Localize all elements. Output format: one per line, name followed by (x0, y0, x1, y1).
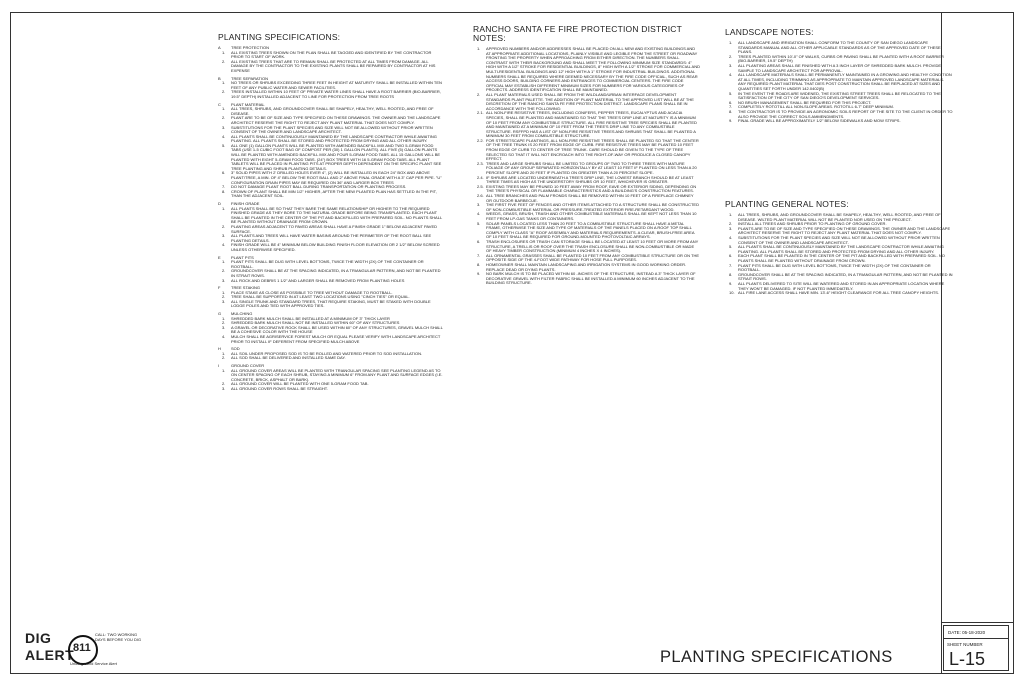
note-number: 6. (729, 99, 733, 105)
note-text: PLANT PITS SHALL BE DUG WITH LEVEL BOTTOMS, TWICE THE WIDTH (2X) OF THE CONTAINER OR ROOTBALL. (231, 259, 424, 269)
note-text: FINAL GRADE WILL BE APPROXIMATELY 1/2" BELOW SIDEWALKS AND MOW STRIPS. (738, 118, 901, 124)
note-number: 9. (729, 118, 733, 124)
note-number: 4. (222, 334, 226, 340)
note-number: 2.5. (477, 183, 484, 189)
note-item (725, 73, 953, 91)
note-text: ALL ONE (1) GALLON PLANTS WILL BE PLANTED WITH AMENDED BACKFILL MIX AND TWO 5-GRAM FOOD TABS (USE 1-5 CUBIC FOOT BAG OF COMPOST PER (30) 1 GALLON PLANTS). ALL FIVE (5) GALLON PLANTS WILL BE PLANTED WITH AMENDED BACKFILL MIX AND FOUR 5-GRAM FOOD TABS. ALL 15 GALLONS WILL BE PLANTED WITH EIGHT 5-GRAM FOOD TABS. (24") BOX TREES WITH 16 5-GRAM FOOD TABS. ALL PLANT TABLETS WILL BE PLACED IN PLANTING PITS AT PROPER DEPTH DEPENDENT ON THE SPECIFIC PLANT SEE TREE PLANTING AND SHRUB PLANTING DETAILS. (231, 142, 442, 171)
dig-alert-word-alert: ALERT (25, 647, 75, 663)
note-number: 2. (222, 355, 226, 361)
spec-section (218, 77, 443, 100)
spec-section-title: FINISH GRADE (231, 201, 260, 206)
note-number: 2. (222, 268, 226, 274)
note-number: 2. (729, 53, 733, 59)
spec-section (218, 286, 443, 309)
fire-notes-list (473, 47, 700, 286)
note-item (218, 356, 443, 361)
note-number: 2. (222, 320, 226, 326)
note-item (218, 207, 443, 225)
note-text: ALL PLANTS SHALL BE SO THAT THEY BARE THE SAME RELATIONSHIP OR HIGHER TO THE REQUIRED FINISHED GRADE AS THEY BORE TO THE NATURAL GRADE BEFORE BEING TRANSPLANTED. EACH PLANT SHALL BE PLANTED IN THE CENTER OF THE PIT AND BACKFILLED WITH PREPARED SOIL. NO PLANTS SHALL BE PLANTED WITHOUT DRAINAGE FROM CROWN. (231, 205, 443, 225)
note-text: PLANTING AREAS ADJACENT TO PAVED AREAS SHALL HAVE A FINISH GRADE 1" BELOW ADJACENT PAVED SURFACE. (231, 223, 438, 234)
note-text: ALL SINGLE TRUNK AND STANDARD TREES, THAT REQUIRE STAKING, MUST BE STAKED WITH DOUBLE LODGE POLES AND TIED WITH APPROVED TIES. (231, 298, 431, 309)
note-number: 1. (222, 106, 226, 112)
note-item (218, 387, 443, 392)
note-number: 2. (222, 223, 226, 229)
spec-section-letter: C (218, 101, 221, 107)
note-text: THE FIRST FIVE FEET OF FENCES AND OTHER ITEMS ATTACHED TO A STRUCTURE SHALL BE CONSTRUCTED OF NON-COMBUSTIBLE MATERIAL OR PRESSURE-TREATED EXTERIOR FIRE-RETARDANT WOOD. (486, 202, 699, 212)
note-number: 3. (222, 277, 226, 283)
note-item (473, 111, 700, 139)
note-number: 2.4. (477, 174, 484, 180)
note-number: 10. (729, 290, 735, 296)
note-number: 3. (222, 298, 226, 304)
note-text: PLANT PITS SHALL BE DUG WITH LEVEL BOTTOMS, TWICE THE WIDTH (2X) OF THE CONTAINER OR ROOTBALL. (738, 262, 931, 273)
note-text: ALL EXISTING TREES THAT ARE TO REMAIN SHALL BE PROTECTED AT ALL TIMES FROM DAMAGE. ALL DAMAGE BY THE CONTRACTOR TO THE EXISTING PLANTS SHALL BE REPAIRED BY CONTRACTOR AT HIS EXPENSE (231, 58, 436, 73)
note-text: ALL TREES, SHRUBS, AND GROUNDCOVER SHALL BE SHAPELY, HEALTHY, WELL ROOTED, AND FREE OF DISEASE. (231, 106, 434, 116)
spec-section-letter: B (218, 75, 221, 81)
note-number: 2.3. (477, 160, 484, 166)
note-text: PLANTS ARE TO BE OF SIZE AND TYPE SPECIFIED ON THESE DRAWINGS. THE OWNER AND THE LANDSCAPE ARCHITECT RESERVE THE RIGHT TO REJECT ANY PLANT MATERIAL THAT DOES NOT COMPLY. (738, 225, 951, 236)
note-item (473, 240, 700, 254)
dig-alert-call-text: CALL: TWO WORKING DAYS BEFORE YOU DIG (95, 632, 142, 642)
spec-section (218, 202, 443, 253)
note-text: ALL LANDSCAPE AND IRRIGATION SHALL CONFORM TO THE COUNTY OF SAN DIEGO LANDSCAPE STANDARDS MANUAL AND ALL OTHER APPLICABLE STANDARDS AS OF THE APPROVED DATE OF THESE PLANS. (738, 40, 941, 55)
note-number: 7. (729, 104, 733, 110)
note-item (218, 171, 443, 185)
dig-alert-logo (25, 630, 150, 664)
title-block-rule (941, 622, 1014, 623)
note-item (725, 119, 953, 124)
planting-specifications-column (218, 33, 443, 651)
note-number: 1. (222, 350, 226, 356)
spec-section-title: PLANT PITS (231, 254, 254, 260)
note-text: ALL PLANTS AND TREES WILL HAVE WATER BASINS AROUND THE PERIMETER OF THE ROOT BALL SEE PLANTING DETAILS. (231, 233, 432, 243)
note-text: FINISH GRADE WILL BE 4" MINIMUM BELOW BUILDING FINISH FLOOR ELEVATION OR 2 1/2" BELOW SCREED UNLESS OTHERWISE SPECIFIED. (231, 242, 440, 252)
note-number: 3. (222, 124, 226, 130)
note-text: NO TREES OR SHRUBS EXCEEDING THREE FEET IN HEIGHT AT MATURITY SHALL BE INSTALLED WITHIN TEN FEET OF ANY PUBLIC WATER AND SEWER FACILITIES. (231, 80, 442, 90)
spec-section (218, 347, 443, 361)
note-number: 3. (729, 62, 733, 68)
note-number: 3. (729, 225, 733, 231)
note-text: WEEDS, GRASS, BRUSH, TRASH AND OTHER COMBUSTIBLE MATERIALS SHALL BE KEPT NOT LESS THAN 10 FEET FROM LP-GAS TANKS OR CONTAINERS. (486, 211, 697, 221)
spec-section-title: SOD (231, 346, 240, 352)
spec-section (218, 46, 443, 74)
note-text: TRASH ENCLOSURES OR TRASH CAN STORAGE SHALL BE LOCATED AT LEAST 10 FEET OR MORE FROM ANY STRUCTURE, A TRELLIS OR ROOF OVER THE TRASH ENCLOSURE SHALL BE NON-COMBUSTIBLE OR MADE OF HEAVY TIMBER CONSTRUCTION (MINIMUM 4 INCHES X 4 INCHES). (486, 238, 699, 254)
note-number: 4. (222, 133, 226, 139)
note-text: IF SHRUBS ARE LOCATED UNDERNEATH A TREE'S DRIP LINE, THE LOWEST BRANCH SHOULD BE AT LEAST THREE TIMES AS HIGH AS THE UNDERSTORY SHRUBS OR 10 FEET, WHICHEVER IS GREATER. (486, 174, 694, 185)
note-text: NO BRUSH MANAGEMENT SHALL BE REQUIRED FOR THIS PROJECT. (738, 99, 872, 105)
note-text: HOMEOWNER SHALL MAINTAIN LANDSCAPING AND IRRIGATION SYSTEMS IN GOOD WORKING ORDER. REPLACE DEAD OR DYING PLANTS. (486, 261, 687, 272)
note-number: 1. (222, 205, 226, 211)
note-number: 5. (222, 142, 226, 148)
note-text: ALL SOD SHALL BE DELIVERED AND INSTALLED SAME DAY. (231, 355, 346, 361)
note-text: TREES PLANTED WITHIN 10'-0" OF WALKS, CURBS OR PAVING SHALL BE PLANTED WITH A ROOT BARRIER (BIO-BARRIER, 19.5" DEPTH) (738, 53, 944, 64)
note-text: SUBSTITUTIONS FOR THE PLANT SPECIES AND SIZE WILL NOT BE ALLOWED WITHOUT PRIOR WRITTEN CONSENT OF THE OWNER AND LANDSCAPE ARCHITECT. (231, 124, 433, 135)
note-item (218, 369, 443, 383)
note-item (473, 139, 700, 162)
sheet-title: PLANTING SPECIFICATIONS (660, 648, 893, 666)
note-number: 3. (222, 324, 226, 330)
note-text: ALL GROUND COVER WILL BE PLANTED WITH ONE 5-GRAM FOOD TAB. (231, 381, 369, 387)
note-number: 7. (729, 262, 733, 268)
note-number: 1. (222, 367, 226, 373)
note-number: 2.6. (477, 193, 484, 198)
title-block (943, 625, 1009, 671)
note-text: ALL NON-FIRE RESISTIVE TREES, INCLUDING CONIFERS, PEPPER TREES, EUCALYPTUS AND ACACIA SPECIES, SHALL BE PLANTED AND MAINTAINED SO THAT THE TREE'S DRIP LINE AT MATURITY IS A MINIMUM OF 10 FEET FROM ANY COMBUSTIBLE STRUCTURE. ALL FIRE RESISTIVE TREE SPECIES SHALL BE PLANTED AND MAINTAINED AT A MINIMUM OF 10 FEET FROM THE TREE'S DRIP LINE TO ANY COMBUSTIBLE STRUCTURE. RSFFPD HAS A LIST OF NON-FIRE RESISTIVE TREES AND SHRUBS THAT SHALL BE PLANTED A MINIMUM 30 FEET FROM COMBUSTIBLE STRUCTURE. (486, 110, 697, 139)
note-text: ALL TREE BRANCHES AND PALM FRONDS SHALL BE REMOVED WITHIN 10 FEET OF A FIREPLACE CHIMNEY OR OUTDOOR BARBECUE. (486, 193, 694, 203)
note-text: ALL PLANTS SHALL BE CONTINUOUSLY MAINTAINED BY THE LANDSCAPE CONTRACTOR WHILE AWAITING PLANTING. ALL PLANTS SHALL BE STORED AND PROTECTED FROM DRYING AND ALL OTHER INJURY. (231, 133, 437, 144)
note-text: ALL EXISTING TREES SHOWN ON THE PLAN SHALL BE TAGGED AND IDENTIFIED BY THE CONTRACTOR PRIOR TO START OF WORK. (231, 49, 432, 60)
note-text: FOR STREETSCAPE PLANTINGS, ALL NON-FIRE RESISTIVE TREES SHALL BE PLANTED SO THAT THE CENTER OF THE TREE TRUNK IS 20 FEET FROM EDGE OF CURB. FIRE RESISTIVE TREES MAY BE PLANTED 10 FEET FROM EDGE OF CURB TO CENTER OF TREE TRUNK. CARE SHOULD BE GIVEN TO THE TYPE OF TREE SELECTED SO THAT IT WILL NOT ENCROACH INTO THE RIGHT-OF-WAY OR PRODUCE A CLOSED CANOPY EFFECT. (486, 137, 699, 162)
note-text: ALL ORNAMENTAL GRASSES SHALL BE PLANTED 10 FEET FROM ANY COMBUSTIBLE STRUCTURE OR ON THE OPPOSITE SIDE OF THE 4-FOOT WIDE PATHWAY FOR HOSE PULL PURPOSES. (486, 252, 700, 263)
sheet-number-label: SHEET NUMBER (947, 642, 983, 647)
note-number: 4. (222, 242, 226, 248)
note-text: A GRAVEL OR DECORATIVE ROCK SHALL BE USED WITHIN 60" OF ANY STRUCTURES, GRAVEL MULCH SHALL BE A COHESIVE COLOR WITH THE HOUSE (231, 324, 443, 335)
note-text: DO NOT DAMAGE PLANT ROOT BALL DURING TRANSPORTATION OR PLANTING PROCESS. (231, 184, 407, 190)
note-number: 4. (729, 234, 733, 240)
note-text: INSTALL ALL TREES AND SHRUBS PRIOR TO PLANTING OF GROUND COVER. (738, 221, 887, 227)
note-text: THE CONTRACTOR IS TO PROVIDE AN AGRONOMIC SOILS REPORT OF THE SITE TO THE CLIENT IN ORDER TO ALSO PROVIDE THE CORRECT SOILS AMMENDMENTS. (738, 108, 953, 119)
note-number: 2. (477, 91, 481, 97)
note-number: 1. (222, 49, 226, 55)
note-text: ALL GROUND COVER AREAS WILL BE PLANTED WITH TRIANGULAR SPACING SEE PLANTING LEGEND AS TO ON CENTER SPACING OF EACH SHRUB, STAYING A MINIMUM 6" FROM ANY PLANT AND SURFACE EDGES (I.E. CONCRETE, BRICK, ASPHALT OR BARK). (231, 367, 443, 382)
note-number: 1. (222, 315, 226, 321)
note-number: 2. (222, 115, 226, 121)
planting-general-notes-heading: PLANTING GENERAL NOTES: (725, 200, 849, 209)
note-text: ALL LANDSCAPE MATERIALS SHALL BE PERMANENTLY MAINTAINED IN A GROWING AND HEALTHY CONDITION AT ALL TIMES, INCLUDING TRIMMING AS APPROPRIATE TO MAINTAIN APPROVED LANDSCAPE MATERIALS. ANY REQUIRED PLANT MATERIAL THAT DIES POST CONSTRUCTION SHALL BE REPLACED AT SIZES AND QUANTITIES SET FORTH UNDER 142.0402(B) (738, 72, 952, 91)
spec-section (218, 364, 443, 392)
spec-section-letter: G (218, 311, 222, 317)
note-text: PLACE STAKE AS CLOSE AS POSSIBLE TO TREE WITHOUT DAMAGE TO ROOTBALL. (231, 289, 393, 295)
note-text: ALL SOIL UNDER PROPOSED SOD IS TO BE ROLLED AND WATERED PRIOR TO SOD INSTALLATION. (231, 350, 423, 356)
note-number: 5. (729, 90, 733, 96)
note-number: 6. (477, 238, 481, 244)
note-text: SUBSTITUTIONS FOR THE PLANT SPECIES AND SIZE WILL NOT BE ALLOWED WITHOUT PRIOR WRITTEN CONSENT OF THE OWNER AND LANDSCAPE ARCHITECT. (738, 234, 940, 245)
note-item (725, 291, 953, 296)
planting-general-notes-list (725, 213, 953, 296)
landscape-notes-column (725, 28, 953, 188)
note-number: 2. (729, 221, 733, 227)
spec-section-title: GROUND COVER (231, 363, 265, 368)
note-number: 3. (222, 233, 226, 239)
note-number: 1. (729, 212, 733, 217)
note-number: 2. (222, 381, 226, 387)
spec-section-letter: H (218, 346, 221, 352)
note-text: TREES AND LARGE SHRUBS SHALL BE LIMITED TO GROUPS OF TWO TO THREE TREES WITH MATURE FOLIAGE OF ANY GROUP SEPARATED HORIZONTALLY BY AT LEAST 10 FEET IF PLANTED ON LESS THAN A 20 PERCENT SLOPE AND 20 FEET IF PLANTED ON GREATER THAN A 20 PERCENT SLOPE. (486, 160, 697, 176)
note-item (218, 279, 443, 284)
note-text: PLANT ARE TO BE OF SIZE AND TYPE SPECIFIED ON THESE DRAWINGS. THE OWNER AND THE LANDSCAPE ARCHITECT RESERVE THE RIGHT TO REJECT ANY PLANT MATERIAL THAT DOES NOT COMPLY. (231, 115, 441, 125)
note-text: COMPLETELY ROTOTILL ALL NON-SLOPE AREAS. ROTOTILL 6-7" DEEP MINIMUM. (738, 104, 894, 110)
note-number: 7. (477, 252, 481, 258)
note-number: 6. (729, 253, 733, 259)
spec-section-letter: E (218, 254, 221, 260)
planting-specifications-sections (218, 46, 443, 392)
spec-section-letter: F (218, 285, 221, 291)
note-number: 3. (477, 202, 481, 208)
planting-specifications-heading: PLANTING SPECIFICATIONS: (218, 33, 341, 42)
note-text: ALL PLANT MATERIALS USED SHALL BE FROM THE WILDLAND/URBAN INTERFACE DEVELOPMENT STANDARDS PLANT PALETTE. THE ADDITION OF PLANT MATERIAL TO THE APPROVED LIST WILL BE AT THE DISCRETION OF THE RANCHO SANTA FE FIRE PROTECTION DISTRICT. LANDSCAPE PLANS SHALL BE IN ACCORDANCE WITH THE FOLLOWING: (486, 91, 694, 111)
note-number: 5. (729, 244, 733, 250)
note-number: 2. (222, 58, 226, 64)
note-text: SOLAR PANELS LOCATED LESS THAN 20 FEET TO A COMBUSTIBLE STRUCTURE SHALL HAVE A METAL FRAME, OTHERWISE THE SIZE AND TYPE OF MATERIALS OF THE PANELS PLACED ON A ROOF TOP SHALL COMPLY WITH CLASS "A" ROOF ASSEMBLY AND MATERIALS REQUIREMENTS. A CLEAR, BRUSH-FREE AREA OF 10 FEET SHALL BE REQUIRED FOR GROUND-MOUNTED PHOTOVOLTAIC ARRAYS. (486, 220, 695, 240)
note-number: 2. (222, 89, 226, 95)
note-item (473, 93, 700, 111)
note-number: 2.2. (477, 137, 484, 143)
fire-protection-notes-column (473, 25, 700, 503)
note-text: TREE SHALL BE SUPPORTED IN AT LEAST TWO LOCATIONS USING "CINCH TIES" OR EQUAL. (231, 294, 410, 300)
note-number: 7. (222, 184, 226, 190)
note-text: GROUNDCOVER SHALL BE AT THE SPACING INDICATED, IN A TRIANGULAR PATTERN, AND NOT BE PLANTED IN STRAIT ROWS. (738, 271, 953, 282)
note-number: 5. (477, 220, 481, 226)
note-text: NO BARK MULCH IS TO BE PLACED WITHIN 60 -INCHES OF THE STRUCTURE, INSTEAD A 3" THICK LAYER OF DECORATIVE GRAVEL WITH FILTER FABRIC SHALL BE INSTALLED A MINIMUM 60 INCHES ADJACENT TO THE BUILDING STRUCTURE. (486, 271, 696, 286)
note-text: ALL ROCK AND DEBRIS 1 1/2" AND LARGER SHALL BE REMOVED FROM PLANTING HOLES (231, 277, 405, 283)
landscape-notes-list (725, 41, 953, 124)
note-text: ALL PLANTING AREAS SHALL BE FINISHED WITH A 3 INCH LAYER OF SHREDDED BARK MULCH. PROVIDE SAMPLE TO LANDSCAPE ARCHITECT FOR APPROVAL. (738, 62, 942, 73)
note-item (218, 60, 443, 74)
note-item (725, 41, 953, 55)
note-number: 6. (222, 170, 226, 176)
sheet-date: DATE: 05-18-2020 (944, 626, 1008, 639)
planting-general-notes-column (725, 200, 953, 460)
note-number: 8. (729, 108, 733, 114)
note-item (218, 144, 443, 172)
note-number: 8. (222, 188, 226, 194)
spec-section-title: MULCHING (231, 311, 253, 317)
note-text: EXISTING TREES MAY BE PRUNED 10 FEET AWAY FROM ROOF, EAVE OR EXTERIOR SIDING, DEPENDING ON THE TREE'S PHYSICAL OR FLAMMABLE CHARACTERISTICS AND A BUILDING'S CONSTRUCTION FEATURES. (486, 183, 697, 194)
note-item (473, 162, 700, 176)
note-text: TREES INSTALLED WITHIN 10 FEET OF PRIVATE WATER LINES SHALL HAVE A ROOT BARRIER (BIO-BARRIER, 19.5" DEPTH) INSTALLED ADJACENT TO LINE FOR PROTECTION FROM TREE ROOTS (231, 89, 441, 99)
note-item (473, 222, 700, 240)
spec-section-title: TREE SEPARATION (231, 75, 268, 81)
note-item (218, 190, 443, 199)
note-number: 4. (729, 72, 733, 78)
note-text: IN THE EVENT THE ROADS ARE WIDENED, THE EXISTING STREET TREES SHALL BE RELOCATED TO THE SATISFACTION OF THE CITY OF SAN DIEGO'S DEVELOPMENT SERVICES. (738, 90, 941, 101)
note-item (218, 335, 443, 344)
note-number: 1. (222, 80, 226, 86)
note-text: GROUNDCOVER SHALL BE AT THE SPACING INDICATED, IN A TRIANGULAR PATTERN, AND NOT BE PLANTED IN STRAIT ROWS. (231, 268, 441, 278)
dig-alert-word-dig: DIG (25, 630, 52, 646)
spec-section-title: TREE STAKING (231, 285, 261, 291)
note-text: APPROVED NUMBERS AND/OR ADDRESSES SHALL BE PLACED ON ALL NEW AND EXISTING BUILDINGS AND AT APPROPRIATE ADDITIONAL LOCATIONS, PLAINLY VISIBLE AND LEGIBLE FROM THE STREET OR ROADWAY FRONTING THE PROPERTY WHEN APPROACHING FROM EITHER DIRECTION. THE NUMBERS SHALL CONTRAST WITH THEIR BACKGROUND AND SHALL MEET THE FOLLOWING MINIMUM SIZE STANDARDS: 4" HIGH WITH A 1/2" STROKE FOR RESIDENTIAL BUILDINGS, 8" HIGH WITH A 1/2" STROKE FOR COMMERCIAL AND MULTI-RESIDENTIAL BUILDINGS AND 12" HIGH WITH A 1" STROKE FOR INDUSTRIAL BUILDINGS. ADDITIONAL NUMBERS SHALL BE REQUIRED WHERE DEEMED NECESSARY BY THE FIRE CODE OFFICIAL, SUCH AS REAR ACCESS DOORS, BUILDING CORNERS AND ENTRANCES TO COMMERCIAL CENTERS. THE FIRE CODE OFFICIAL MAY ESTABLISH DIFFERENT MINIMUM SIZES FOR NUMBERS FOR VARIOUS CATEGORIES OF PROJECTS. ADDRESS IDENTIFICATION SHALL BE MAINTAINED. (486, 46, 700, 93)
note-item (473, 47, 700, 93)
note-text: ALL PLANTS DELIVERED TO SITE WILL BE WATERED AND STORED IN AN APPROPRIATE LOCATION WHERE THEY WON'T BE DAMAGED. IF NOT PLANTED IMMEDIATELY. (738, 280, 945, 291)
note-item (218, 90, 443, 99)
spec-section-title: TREE PROTECTION (231, 45, 270, 50)
note-text: CROWN OF PLANT SHALL BE MIN 1/2" HIGHER, AFTER THE NEW PLANTED PLAN HAS SETTLED IN THE PIT, THAN THE ADJACENT SOIL. (231, 188, 437, 199)
note-text: ALL FIRE LANE ACCESS SHALL HAVE MIN. 13'-6" HEIGHT CLEARANCE FOR ALL TREE CANOPY HEIGHTS. (738, 290, 940, 296)
note-number: 4. (477, 211, 481, 217)
spec-section-letter: A (218, 45, 221, 50)
note-number: 3. (222, 385, 226, 391)
spec-section (218, 312, 443, 344)
note-text: 3" SOLID PIPES WITH 2' DRILLED HOLES EVER 4", (2) WILL BE INSTALLED IN EACH 24" BOX AND ABOVE PLANT/TREE, A MIN. OF 4" BELOW THE ROOT BALL AND 2" ABOVE FINAL GRADE WITH A 3" CAP PER PIPE. "U" CONFIGURATION DRAIN PIPES MAY BE REQUIRED ON 36" AND LARGER BOX TREES (231, 170, 442, 185)
note-text: SHREDDED BARK MULCH SHALL BE INSTALLED AT A MINIMUM OF 3" THICK LAYER (231, 315, 390, 321)
note-text: ALL TREES, SHRUBS, AND GROUNDCOVER SHALL BE SHAPELY, HEALTHY, WELL ROOTED, AND FREE OF DISEASE. WILTED PLANT MATERIAL WILL NOT BE PLANTED NOR USED ON THE PROJECT. (738, 212, 941, 222)
note-text: EACH PLANT SHALL BE PLANTED IN THE CENTER OF THE PIT AND BACKFILLED WITH PREPARED SOIL. NO PLANTS SHALL BE PLANTED WITHOUT DRAINAGE FROM CROWN. (738, 253, 945, 263)
note-number: 9. (477, 271, 481, 277)
fire-notes-heading-line2: NOTES: (473, 33, 506, 43)
note-text: MULCH SHALL BE AGRISERVICE FOREST MULCH OR EQUAL PLEASE VERIFY WITH LANDSCAPE ARCHITECT PRIOR TO INSTALL IF DEFERENT FROM SPECIFIED MULCH ABOVE (231, 334, 441, 344)
note-text: SHREDDED BARK MULCH SHALL NOT BE INSTALLED WITHIN 60" OF ANY STRUCTURES (231, 320, 400, 326)
spec-section (218, 256, 443, 284)
landscape-notes-heading: LANDSCAPE NOTES: (725, 28, 814, 37)
note-number: 1. (222, 259, 226, 265)
note-text: ALL GROUND COVER ROWS SHALL BE STRAIGHT. (231, 385, 328, 391)
note-number: 8. (477, 261, 481, 267)
note-item (473, 272, 700, 286)
note-text: ALL PLANTS SHALL BE CONTINUOUSLY MAINTAINED BY THE LANDSCAPE CONTRACTOR WHILE AWAITING PLANTING. ALL PLANTS SHALL BE STORED AND PROTECTED FROM DRYING AND ALL OTHER INJURY. (738, 244, 944, 254)
note-item (218, 243, 443, 252)
dig-alert-number: 811 (73, 642, 91, 654)
note-number: 2.1. (477, 110, 484, 116)
note-number: 1. (477, 46, 481, 51)
note-number: 1. (222, 289, 226, 295)
spec-section-title: PLANT MATERIAL (231, 101, 265, 107)
note-number: 9. (729, 280, 733, 286)
note-number: 8. (729, 271, 733, 277)
fire-notes-heading-line1: RANCHO SANTA FE FIRE PROTECTION DISTRICT (473, 25, 683, 34)
spec-section-letter: D (218, 201, 221, 206)
spec-section (218, 103, 443, 199)
sheet-number: L-15 (949, 649, 986, 669)
fire-notes-heading (473, 25, 700, 43)
spec-section-letter: I (218, 363, 220, 368)
note-item (218, 300, 443, 309)
note-number: 2. (222, 294, 226, 300)
note-number: 1. (729, 40, 733, 45)
dig-alert-subtitle: Underground Service Alert (70, 661, 117, 666)
